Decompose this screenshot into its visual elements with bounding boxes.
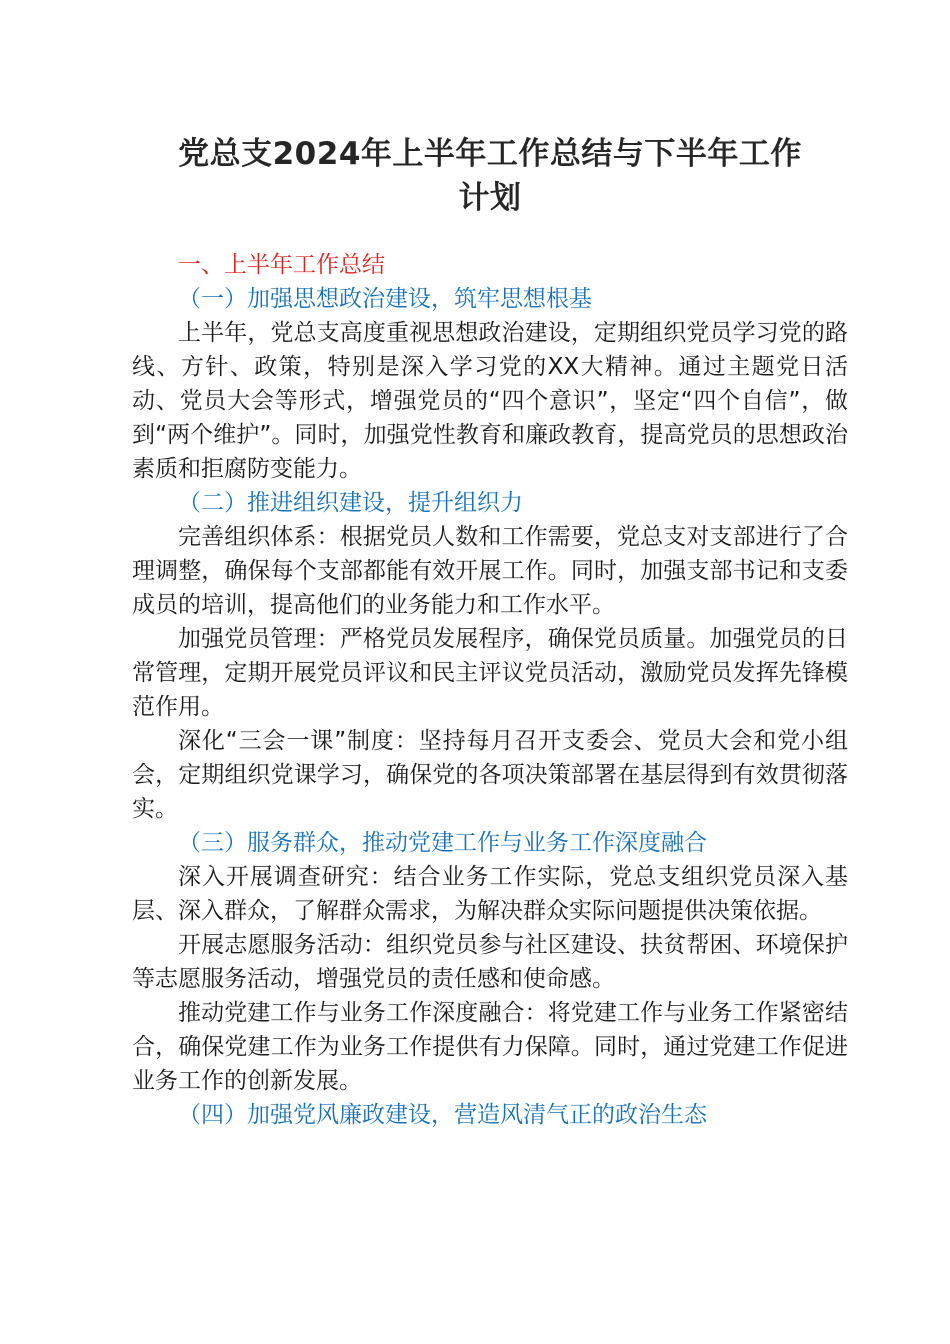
title-line-1: 党总支2024年上半年工作总结与下半年工作 [178, 136, 802, 172]
document-title [132, 132, 848, 220]
paragraph: 深入开展调查研究：结合业务工作实际，党总支组织党员深入基层、深入群众，了解群众需求，为解决群众实际问题提供决策依据。 [132, 864, 848, 924]
paragraph: 加强党员管理：严格党员发展程序，确保党员质量。加强党员的日常管理，定期开展党员评议和民主评议党员活动，激励党员发挥先锋模范作用。 [132, 626, 848, 720]
title-line-2: 计划 [458, 180, 522, 216]
paragraph: 开展志愿服务活动：组织党员参与社区建设、扶贫帮困、环境保护等志愿服务活动，增强党员的责任感和使命感。 [132, 932, 848, 992]
paragraph: 推动党建工作与业务工作深度融合：将党建工作与业务工作紧密结合，确保党建工作为业务工作提供有力保障。同时，通过党建工作促进业务工作的创新发展。 [132, 1000, 848, 1094]
section-heading-1: 一、上半年工作总结 [178, 252, 385, 278]
subsection-heading-1: （一）加强思想政治建设，筑牢思想根基 [178, 286, 592, 312]
document-page [132, 132, 848, 1132]
paragraph: 深化“三会一课”制度：坚持每月召开支委会、党员大会和党小组会，定期组织党课学习，确保党的各项决策部署在基层得到有效贯彻落实。 [132, 728, 848, 822]
subsection-heading-2: （二）推进组织建设，提升组织力 [178, 490, 523, 516]
paragraph: 上半年，党总支高度重视思想政治建设，定期组织党员学习党的路线、方针、政策，特别是深入学习党的XX大精神。通过主题党日活动、党员大会等形式，增强党员的“四个意识”，坚定“四个自信”，做到“两个维护”。同时，加强党性教育和廉政教育，提高党员的思想政治素质和拒腐防变能力。 [132, 320, 848, 482]
subsection-heading-4: （四）加强党风廉政建设，营造风清气正的政治生态 [178, 1102, 707, 1128]
paragraph: 完善组织体系：根据党员人数和工作需要，党总支对支部进行了合理调整，确保每个支部都能有效开展工作。同时，加强支部书记和支委成员的培训，提高他们的业务能力和工作水平。 [132, 524, 848, 618]
subsection-heading-3: （三）服务群众，推动党建工作与业务工作深度融合 [178, 830, 707, 856]
document-body [132, 248, 848, 1132]
